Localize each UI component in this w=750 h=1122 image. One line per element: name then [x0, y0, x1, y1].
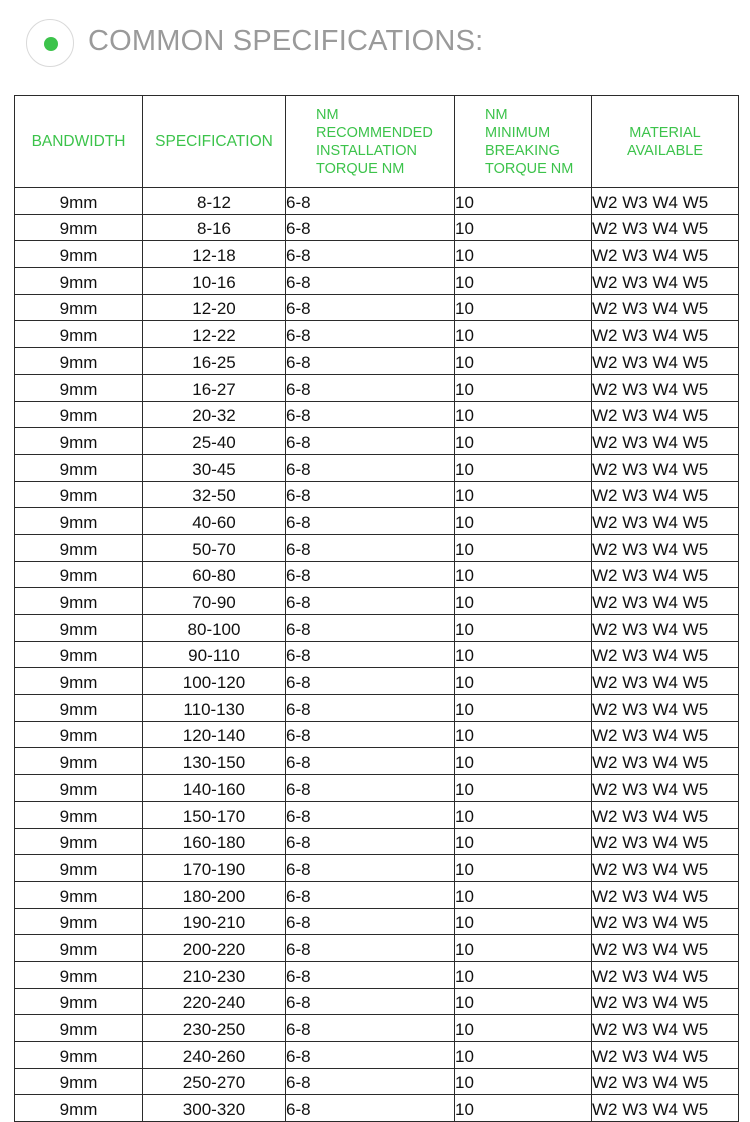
cell-installation-torque: 6-8: [286, 641, 455, 668]
cell-installation-torque: 6-8: [286, 748, 455, 775]
cell-installation-torque: 6-8: [286, 615, 455, 642]
cell-installation-torque: 6-8: [286, 695, 455, 722]
cell-installation-torque: 6-8: [286, 881, 455, 908]
cell-installation-torque: 6-8: [286, 268, 455, 295]
cell-material: W2 W3 W4 W5: [592, 855, 739, 882]
cell-installation-torque: 6-8: [286, 961, 455, 988]
cell-specification: 220-240: [143, 988, 286, 1015]
cell-breaking-torque: 10: [455, 615, 592, 642]
cell-breaking-torque: 10: [455, 748, 592, 775]
cell-installation-torque: 6-8: [286, 561, 455, 588]
cell-material: W2 W3 W4 W5: [592, 961, 739, 988]
cell-breaking-torque: 10: [455, 668, 592, 695]
cell-specification: 30-45: [143, 454, 286, 481]
cell-installation-torque: 6-8: [286, 1095, 455, 1122]
column-header-line: MATERIAL: [629, 124, 701, 141]
column-header-line: SPECIFICATION: [155, 132, 273, 150]
cell-bandwidth: 9mm: [15, 188, 143, 215]
table-row: [15, 881, 739, 908]
cell-specification: 140-160: [143, 775, 286, 802]
cell-specification: 120-140: [143, 721, 286, 748]
table-row: [15, 241, 739, 268]
cell-material: W2 W3 W4 W5: [592, 588, 739, 615]
cell-material: W2 W3 W4 W5: [592, 374, 739, 401]
cell-breaking-torque: 10: [455, 294, 592, 321]
cell-bandwidth: 9mm: [15, 481, 143, 508]
cell-specification: 12-20: [143, 294, 286, 321]
cell-bandwidth: 9mm: [15, 508, 143, 535]
cell-breaking-torque: 10: [455, 401, 592, 428]
table-row: [15, 508, 739, 535]
cell-breaking-torque: 10: [455, 374, 592, 401]
cell-installation-torque: 6-8: [286, 401, 455, 428]
column-header-line: BREAKING: [485, 142, 560, 159]
cell-bandwidth: 9mm: [15, 775, 143, 802]
cell-breaking-torque: 10: [455, 641, 592, 668]
table-row: [15, 641, 739, 668]
table-row: [15, 935, 739, 962]
cell-material: W2 W3 W4 W5: [592, 1042, 739, 1069]
cell-specification: 80-100: [143, 615, 286, 642]
cell-bandwidth: 9mm: [15, 454, 143, 481]
table-header: [15, 96, 739, 188]
cell-material: W2 W3 W4 W5: [592, 348, 739, 375]
cell-bandwidth: 9mm: [15, 1095, 143, 1122]
cell-material: W2 W3 W4 W5: [592, 454, 739, 481]
column-header-line: BANDWIDTH: [31, 132, 126, 150]
cell-material: W2 W3 W4 W5: [592, 481, 739, 508]
column-header-line: INSTALLATION: [316, 142, 417, 159]
cell-installation-torque: 6-8: [286, 668, 455, 695]
cell-breaking-torque: 10: [455, 1042, 592, 1069]
cell-breaking-torque: 10: [455, 241, 592, 268]
cell-bandwidth: 9mm: [15, 1015, 143, 1042]
cell-bandwidth: 9mm: [15, 615, 143, 642]
cell-specification: 40-60: [143, 508, 286, 535]
cell-breaking-torque: 10: [455, 348, 592, 375]
cell-bandwidth: 9mm: [15, 935, 143, 962]
table-row: [15, 454, 739, 481]
cell-material: W2 W3 W4 W5: [592, 801, 739, 828]
cell-installation-torque: 6-8: [286, 855, 455, 882]
cell-bandwidth: 9mm: [15, 348, 143, 375]
cell-specification: 130-150: [143, 748, 286, 775]
column-header-bandwidth: [15, 96, 143, 188]
cell-breaking-torque: 10: [455, 1095, 592, 1122]
cell-bandwidth: 9mm: [15, 988, 143, 1015]
cell-bandwidth: 9mm: [15, 268, 143, 295]
cell-bandwidth: 9mm: [15, 294, 143, 321]
header-row: [15, 96, 739, 188]
column-header-line: NM: [485, 106, 508, 123]
cell-installation-torque: 6-8: [286, 454, 455, 481]
cell-specification: 210-230: [143, 961, 286, 988]
table-row: [15, 775, 739, 802]
cell-bandwidth: 9mm: [15, 855, 143, 882]
cell-breaking-torque: 10: [455, 908, 592, 935]
page-title: COMMON SPECIFICATIONS:: [88, 25, 484, 57]
cell-installation-torque: 6-8: [286, 508, 455, 535]
table-row: [15, 1015, 739, 1042]
table-row: [15, 908, 739, 935]
cell-breaking-torque: 10: [455, 321, 592, 348]
cell-specification: 160-180: [143, 828, 286, 855]
cell-specification: 300-320: [143, 1095, 286, 1122]
cell-material: W2 W3 W4 W5: [592, 428, 739, 455]
cell-material: W2 W3 W4 W5: [592, 988, 739, 1015]
cell-breaking-torque: 10: [455, 988, 592, 1015]
cell-specification: 110-130: [143, 695, 286, 722]
cell-material: W2 W3 W4 W5: [592, 748, 739, 775]
cell-specification: 240-260: [143, 1042, 286, 1069]
column-header-breaking-torque: [455, 96, 592, 188]
cell-breaking-torque: 10: [455, 428, 592, 455]
cell-bandwidth: 9mm: [15, 1042, 143, 1069]
cell-installation-torque: 6-8: [286, 828, 455, 855]
cell-breaking-torque: 10: [455, 1068, 592, 1095]
cell-material: W2 W3 W4 W5: [592, 214, 739, 241]
table-row: [15, 481, 739, 508]
cell-bandwidth: 9mm: [15, 374, 143, 401]
page-header: [0, 0, 750, 90]
cell-specification: 50-70: [143, 534, 286, 561]
cell-bandwidth: 9mm: [15, 721, 143, 748]
cell-specification: 12-18: [143, 241, 286, 268]
cell-bandwidth: 9mm: [15, 668, 143, 695]
cell-bandwidth: 9mm: [15, 321, 143, 348]
cell-breaking-torque: 10: [455, 214, 592, 241]
cell-breaking-torque: 10: [455, 801, 592, 828]
cell-installation-torque: 6-8: [286, 188, 455, 215]
cell-specification: 20-32: [143, 401, 286, 428]
cell-bandwidth: 9mm: [15, 428, 143, 455]
cell-breaking-torque: 10: [455, 881, 592, 908]
cell-material: W2 W3 W4 W5: [592, 321, 739, 348]
column-header-material: [592, 96, 739, 188]
table-row: [15, 1042, 739, 1069]
cell-installation-torque: 6-8: [286, 721, 455, 748]
table-row: [15, 428, 739, 455]
cell-material: W2 W3 W4 W5: [592, 534, 739, 561]
cell-breaking-torque: 10: [455, 534, 592, 561]
cell-installation-torque: 6-8: [286, 588, 455, 615]
cell-material: W2 W3 W4 W5: [592, 188, 739, 215]
table-row: [15, 534, 739, 561]
table-row: [15, 188, 739, 215]
table-row: [15, 855, 739, 882]
cell-specification: 16-27: [143, 374, 286, 401]
column-header-line: TORQUE NM: [316, 160, 405, 177]
cell-bandwidth: 9mm: [15, 748, 143, 775]
cell-material: W2 W3 W4 W5: [592, 401, 739, 428]
cell-specification: 100-120: [143, 668, 286, 695]
cell-installation-torque: 6-8: [286, 1042, 455, 1069]
cell-breaking-torque: 10: [455, 721, 592, 748]
cell-installation-torque: 6-8: [286, 348, 455, 375]
cell-specification: 10-16: [143, 268, 286, 295]
table-row: [15, 695, 739, 722]
table-body: [15, 188, 739, 1122]
table-row: [15, 561, 739, 588]
cell-installation-torque: 6-8: [286, 1015, 455, 1042]
cell-breaking-torque: 10: [455, 1015, 592, 1042]
table-row: [15, 961, 739, 988]
cell-bandwidth: 9mm: [15, 908, 143, 935]
cell-specification: 12-22: [143, 321, 286, 348]
cell-material: W2 W3 W4 W5: [592, 1095, 739, 1122]
table-row: [15, 801, 739, 828]
bullet-badge: [26, 19, 74, 67]
table-row: [15, 721, 739, 748]
cell-breaking-torque: 10: [455, 268, 592, 295]
cell-breaking-torque: 10: [455, 961, 592, 988]
cell-specification: 60-80: [143, 561, 286, 588]
cell-bandwidth: 9mm: [15, 588, 143, 615]
cell-specification: 8-12: [143, 188, 286, 215]
cell-bandwidth: 9mm: [15, 401, 143, 428]
cell-specification: 170-190: [143, 855, 286, 882]
cell-material: W2 W3 W4 W5: [592, 721, 739, 748]
cell-installation-torque: 6-8: [286, 935, 455, 962]
cell-specification: 16-25: [143, 348, 286, 375]
cell-installation-torque: 6-8: [286, 801, 455, 828]
cell-specification: 200-220: [143, 935, 286, 962]
cell-material: W2 W3 W4 W5: [592, 508, 739, 535]
cell-bandwidth: 9mm: [15, 801, 143, 828]
cell-specification: 180-200: [143, 881, 286, 908]
cell-specification: 32-50: [143, 481, 286, 508]
cell-bandwidth: 9mm: [15, 561, 143, 588]
cell-material: W2 W3 W4 W5: [592, 241, 739, 268]
table-row: [15, 988, 739, 1015]
cell-material: W2 W3 W4 W5: [592, 294, 739, 321]
cell-material: W2 W3 W4 W5: [592, 775, 739, 802]
cell-breaking-torque: 10: [455, 775, 592, 802]
cell-specification: 70-90: [143, 588, 286, 615]
column-header-line: NM: [316, 106, 339, 123]
cell-breaking-torque: 10: [455, 508, 592, 535]
cell-material: W2 W3 W4 W5: [592, 695, 739, 722]
cell-installation-torque: 6-8: [286, 908, 455, 935]
cell-material: W2 W3 W4 W5: [592, 668, 739, 695]
cell-material: W2 W3 W4 W5: [592, 615, 739, 642]
cell-specification: 250-270: [143, 1068, 286, 1095]
cell-installation-torque: 6-8: [286, 1068, 455, 1095]
cell-installation-torque: 6-8: [286, 428, 455, 455]
table-row: [15, 268, 739, 295]
cell-specification: 190-210: [143, 908, 286, 935]
cell-material: W2 W3 W4 W5: [592, 935, 739, 962]
cell-specification: 150-170: [143, 801, 286, 828]
green-dot-icon: [44, 37, 58, 51]
cell-installation-torque: 6-8: [286, 534, 455, 561]
cell-material: W2 W3 W4 W5: [592, 908, 739, 935]
cell-bandwidth: 9mm: [15, 1068, 143, 1095]
cell-breaking-torque: 10: [455, 561, 592, 588]
cell-breaking-torque: 10: [455, 828, 592, 855]
table-row: [15, 294, 739, 321]
column-header-specification: [143, 96, 286, 188]
cell-material: W2 W3 W4 W5: [592, 828, 739, 855]
cell-breaking-torque: 10: [455, 695, 592, 722]
cell-bandwidth: 9mm: [15, 534, 143, 561]
cell-breaking-torque: 10: [455, 588, 592, 615]
cell-material: W2 W3 W4 W5: [592, 881, 739, 908]
cell-installation-torque: 6-8: [286, 214, 455, 241]
table-row: [15, 828, 739, 855]
table-row: [15, 1068, 739, 1095]
specifications-table: [14, 95, 739, 1122]
cell-bandwidth: 9mm: [15, 881, 143, 908]
column-header-line: TORQUE NM: [485, 160, 574, 177]
table-row: [15, 1095, 739, 1122]
cell-breaking-torque: 10: [455, 454, 592, 481]
cell-installation-torque: 6-8: [286, 321, 455, 348]
cell-specification: 230-250: [143, 1015, 286, 1042]
cell-installation-torque: 6-8: [286, 241, 455, 268]
table-row: [15, 214, 739, 241]
cell-breaking-torque: 10: [455, 481, 592, 508]
cell-specification: 90-110: [143, 641, 286, 668]
cell-breaking-torque: 10: [455, 188, 592, 215]
cell-installation-torque: 6-8: [286, 775, 455, 802]
column-header-installation-torque: [286, 96, 455, 188]
column-header-line: AVAILABLE: [626, 142, 704, 159]
column-header-line: RECOMMENDED: [316, 124, 433, 141]
column-header-line: MINIMUM: [485, 124, 551, 141]
table-row: [15, 668, 739, 695]
cell-bandwidth: 9mm: [15, 641, 143, 668]
table-row: [15, 588, 739, 615]
cell-installation-torque: 6-8: [286, 988, 455, 1015]
cell-installation-torque: 6-8: [286, 481, 455, 508]
cell-installation-torque: 6-8: [286, 294, 455, 321]
cell-breaking-torque: 10: [455, 855, 592, 882]
cell-material: W2 W3 W4 W5: [592, 1068, 739, 1095]
cell-bandwidth: 9mm: [15, 241, 143, 268]
cell-installation-torque: 6-8: [286, 374, 455, 401]
table-row: [15, 348, 739, 375]
table-row: [15, 748, 739, 775]
table-row: [15, 321, 739, 348]
cell-material: W2 W3 W4 W5: [592, 641, 739, 668]
cell-material: W2 W3 W4 W5: [592, 561, 739, 588]
cell-bandwidth: 9mm: [15, 214, 143, 241]
cell-specification: 8-16: [143, 214, 286, 241]
cell-material: W2 W3 W4 W5: [592, 268, 739, 295]
cell-bandwidth: 9mm: [15, 961, 143, 988]
table-row: [15, 374, 739, 401]
table-row: [15, 401, 739, 428]
cell-bandwidth: 9mm: [15, 828, 143, 855]
cell-bandwidth: 9mm: [15, 695, 143, 722]
cell-breaking-torque: 10: [455, 935, 592, 962]
cell-material: W2 W3 W4 W5: [592, 1015, 739, 1042]
cell-specification: 25-40: [143, 428, 286, 455]
table-row: [15, 615, 739, 642]
